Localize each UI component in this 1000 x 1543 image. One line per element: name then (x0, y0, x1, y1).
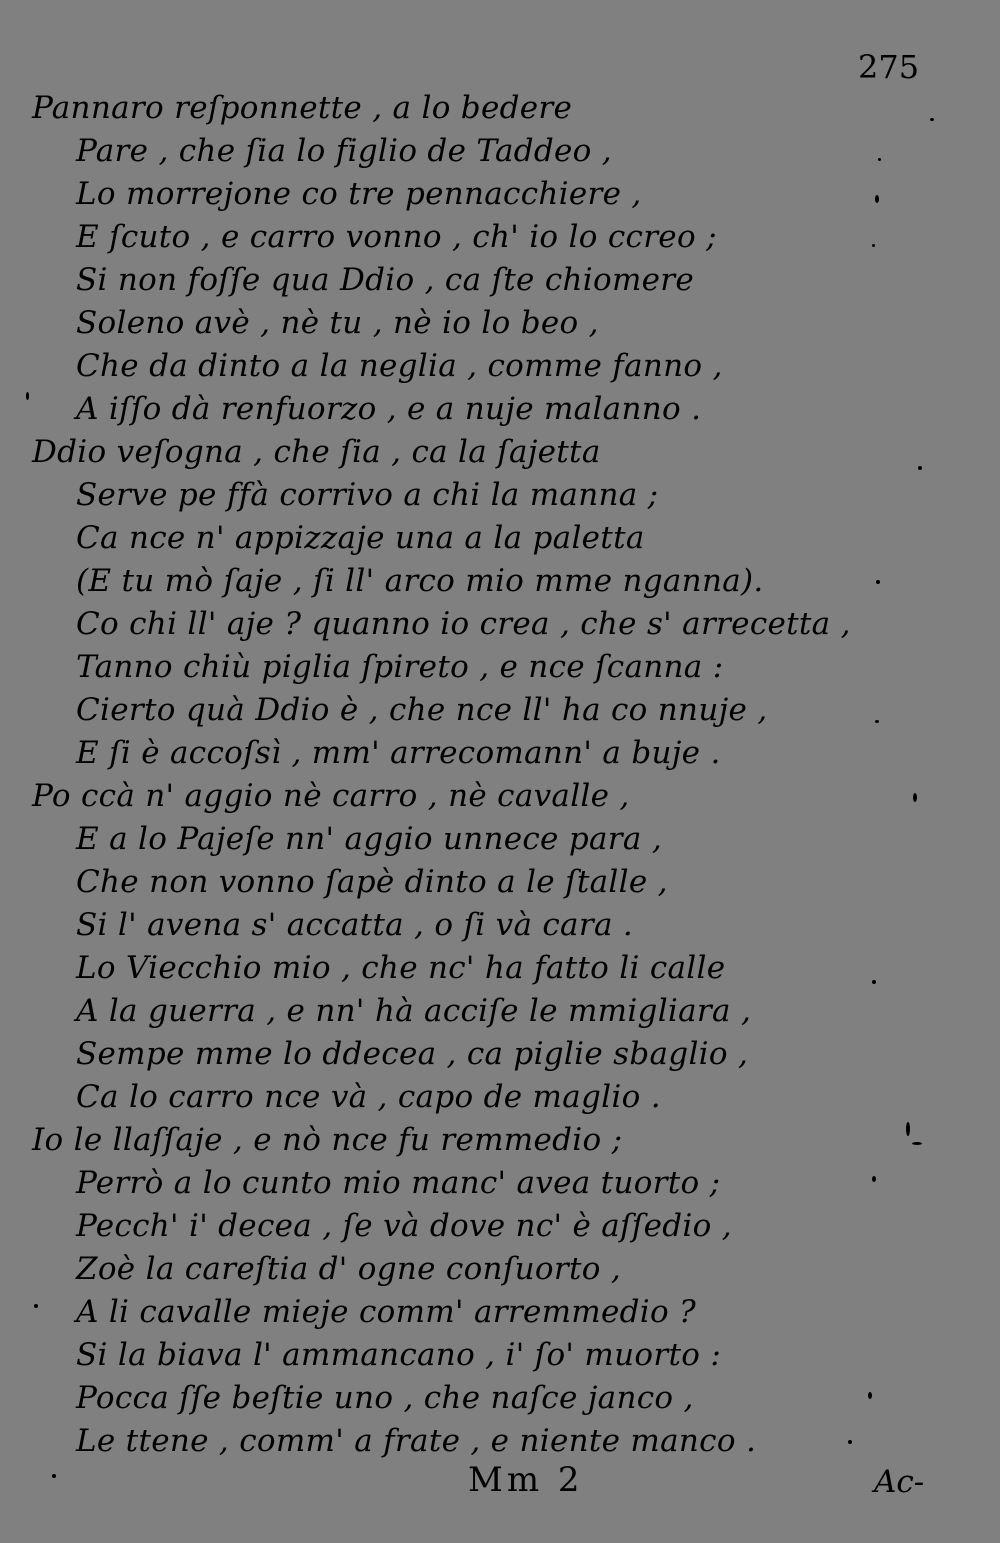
poem-line: E ſcuto , e carro vonno , ch' io lo ccreo ; (76, 219, 717, 255)
scan-speck (875, 195, 879, 203)
poem-line: Co chi ll' aje ? quanno io crea , che s' arrecetta , (76, 606, 851, 642)
poem-line: Ddio veſogna , che ſia , ca la ſajetta (32, 434, 601, 470)
poem-line: Serve pe ffà corrivo a chi la manna ; (76, 477, 659, 513)
poem-line: Sempe mme lo ddecea , ca piglie sbaglio , (76, 1036, 749, 1072)
poem-line: Si l' avena s' accatta , o ſi và cara . (76, 907, 634, 943)
poem-line: Ca nce n' appizzaje una a la paletta (76, 520, 645, 556)
poem-line: Pare , che ſia lo figlio de Taddeo , (76, 133, 612, 169)
poem-line: Zoè la careſtia d' ogne conſuorto , (76, 1251, 621, 1287)
scan-speck (872, 1176, 876, 1182)
page-number: 275 (858, 48, 920, 86)
scan-speck (26, 392, 29, 400)
scan-speck (868, 1392, 872, 1399)
poem-line: Tanno chiù piglia ſpireto , e nce ſcanna : (76, 649, 724, 685)
poem-line: Io le llaſſaje , e nò nce fu remmedio ; (32, 1122, 623, 1158)
poem-line: Pocca ſſe beſtie uno , che naſce janco , (76, 1380, 694, 1416)
catchword: Ac- (874, 1464, 925, 1500)
poem-line: Lo morrejone co tre pennacchiere , (76, 176, 642, 212)
poem-line: Pannaro reſponnette , a lo bedere (32, 90, 573, 126)
poem-line: Si la biava l' ammancano , i' ſo' muorto : (76, 1337, 722, 1373)
scan-speck (848, 1440, 852, 1444)
scan-speck (52, 1474, 56, 1478)
poem-line: Po ccà n' aggio nè carro , nè cavalle , (32, 778, 630, 814)
poem-line: A li cavalle mieje comm' arremmedio ? (76, 1294, 697, 1330)
scan-speck (913, 793, 917, 802)
poem-line: E a lo Pajeſe nn' aggio unnece para , (76, 821, 662, 857)
poem-line: A la guerra , e nn' hà acciſe le mmigliara , (76, 993, 752, 1029)
poem-line: Pecch' i' decea , ſe và dove nc' è aſſedio , (76, 1208, 732, 1244)
scan-speck (912, 1142, 922, 1145)
scan-speck (872, 980, 876, 984)
scan-speck (906, 1122, 910, 1136)
poem-line: Perrò a lo cunto mio manc' avea tuorto ; (76, 1165, 721, 1201)
poem-line: Ca lo carro nce và , capo de maglio . (76, 1079, 661, 1115)
poem-line: Le ttene , comm' a frate , e niente manco . (76, 1423, 757, 1459)
poem-line: Soleno avè , nè tu , nè io lo beo , (76, 305, 599, 341)
scan-speck (34, 1304, 38, 1308)
scan-speck (918, 466, 922, 470)
poem-line: (E tu mò ſaje , ſi ll' arco mio mme nganna). (76, 563, 764, 599)
scan-speck (875, 720, 879, 723)
poem-line: Si non foſſe qua Ddio , ca ſte chiomere (76, 262, 695, 298)
poem-line: Cierto quà Ddio è , che nce ll' ha co nnuje , (76, 692, 768, 728)
scan-speck (872, 244, 875, 247)
signature-mark: Mm 2 (468, 1460, 584, 1500)
poem-line: A iſſo dà renfuorzo , e a nuje malanno . (76, 391, 702, 427)
poem-line: E ſi è accoſsì , mm' arrecomann' a buje . (76, 735, 721, 771)
scan-speck (876, 580, 880, 584)
scan-speck (878, 158, 881, 161)
scan-speck (930, 118, 934, 121)
poem-line: Che non vonno ſapè dinto a le ſtalle , (76, 864, 668, 900)
poem-line: Lo Viecchio mio , che nc' ha fatto li calle (76, 950, 726, 986)
poem-line: Che da dinto a la neglia , comme fanno , (76, 348, 723, 384)
